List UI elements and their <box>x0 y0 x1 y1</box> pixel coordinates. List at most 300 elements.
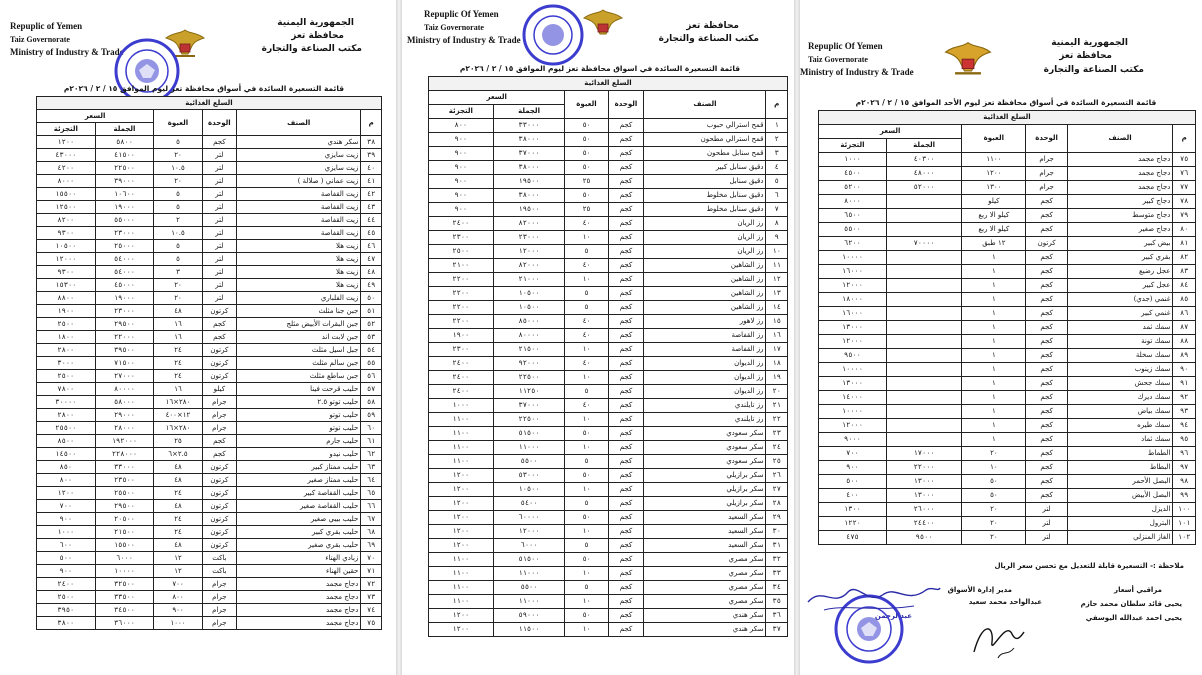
item-pack: كيلو الا ربع <box>962 223 1026 237</box>
item-name: حليب توتو <box>237 409 361 422</box>
item-name: زيت الفلباري <box>237 292 361 305</box>
official-stamp <box>520 2 586 68</box>
retail-price: ٩٠٠ <box>429 147 494 161</box>
row-number: ٧ <box>766 203 788 217</box>
table-row <box>37 513 382 526</box>
table-row <box>37 591 382 604</box>
wholesale-price: ٣٣٠٠٠ <box>493 119 565 133</box>
item-pack: ١٦ <box>154 331 202 344</box>
row-number: ١٢ <box>766 273 788 287</box>
item-unit: كجم <box>608 301 644 315</box>
row-number: ٥٥ <box>361 357 382 370</box>
item-name: رز الشاهين <box>644 273 766 287</box>
item-name: دجاج مجمد <box>1067 153 1173 167</box>
item-name: جبن ساطع مثلث <box>237 370 361 383</box>
table-row <box>819 335 1196 349</box>
item-unit: كجم <box>1026 461 1067 475</box>
item-unit: كجم <box>608 203 644 217</box>
section-title: السلع الغذائية <box>819 111 1196 125</box>
retail-price: ١٢٠٠ <box>429 623 494 637</box>
item-name: دقيق سنابل <box>644 175 766 189</box>
row-number: ١٦ <box>766 329 788 343</box>
item-name: زيت القفاصة <box>237 214 361 227</box>
item-name: رز الديوان <box>644 385 766 399</box>
header-ar-line-1: محافظة تعز <box>686 21 739 31</box>
row-number: ٣١ <box>766 539 788 553</box>
item-name: البصل الأحمر <box>1067 475 1173 489</box>
item-pack: ٢.٥×٦ <box>154 448 202 461</box>
retail-price: ٤٢٠٠ <box>37 162 96 175</box>
retail-price: ١٢٠٠٠ <box>37 253 96 266</box>
item-name: جبن جنا مثلث <box>237 305 361 318</box>
header-ar-line-2: مكتب الصناعة والتجارة <box>658 34 759 44</box>
item-name: دجاج متوسط <box>1067 209 1173 223</box>
retail-price: ٢٣٠٠ <box>429 343 494 357</box>
row-number: ٤٢ <box>361 188 382 201</box>
wholesale-price: ٣٨٠٠٠ <box>493 189 565 203</box>
retail-price: ١١٠٠ <box>429 595 494 609</box>
wholesale-price: ١١٠٠٠ <box>493 595 565 609</box>
inspector-name-1: يحيى قائد سلطان محمد حازم <box>1080 600 1182 608</box>
item-pack: ١٦ <box>154 318 202 331</box>
section-title: السلع الغذائية <box>429 77 788 91</box>
item-unit: كجم <box>1026 293 1067 307</box>
row-number: ٥٠ <box>361 292 382 305</box>
row-number: ١٣ <box>766 287 788 301</box>
wholesale-price <box>886 251 961 265</box>
item-name: الديزل <box>1067 503 1173 517</box>
table-row <box>429 147 788 161</box>
table-row <box>429 595 788 609</box>
item-pack: ٨٠٠ <box>154 591 202 604</box>
item-unit: كجم <box>1026 251 1067 265</box>
item-unit: كجم <box>608 245 644 259</box>
item-name: زيت هلا <box>237 240 361 253</box>
item-unit: لتر <box>202 162 237 175</box>
item-unit: جرام <box>1026 153 1067 167</box>
item-pack: ١ <box>962 251 1026 265</box>
row-number: ٧٦ <box>1173 167 1196 181</box>
retail-price: ٢٢٠٠ <box>429 287 494 301</box>
item-unit: كجم <box>1026 489 1067 503</box>
row-number: ١٨ <box>766 357 788 371</box>
table-row <box>429 161 788 175</box>
retail-price: ١٢٠٠ <box>37 136 96 149</box>
wholesale-price: ٥٤٠٠٠ <box>95 253 154 266</box>
item-unit: كجم <box>1026 209 1067 223</box>
header-en-line-3: Ministry of Industry & Trade <box>10 47 124 57</box>
item-name: زيت عماني ( صلالة ) <box>237 175 361 188</box>
item-name: سمك تونة <box>1067 335 1173 349</box>
item-pack: ١ <box>962 405 1026 419</box>
wholesale-price <box>886 405 961 419</box>
wholesale-price: ٢٧٠٠٠ <box>95 370 154 383</box>
row-number: ٣٧ <box>766 623 788 637</box>
retail-price: ١١٠٠ <box>429 567 494 581</box>
header-en-line-3: Ministry of Industry & Trade <box>800 67 914 77</box>
table-row <box>429 567 788 581</box>
wholesale-price: ٤١٥٠٠ <box>95 149 154 162</box>
item-name: حليب ممتاز صغير <box>237 474 361 487</box>
retail-price: ١٠٥٠٠ <box>37 240 96 253</box>
row-number: ٩٣ <box>1173 405 1196 419</box>
item-pack: ١٠ <box>565 343 608 357</box>
item-unit: لتر <box>202 175 237 188</box>
column-header-item: الصنف <box>1067 125 1173 153</box>
item-unit: كرتون <box>202 513 237 526</box>
item-name: الغاز المنزلي <box>1067 531 1173 545</box>
item-unit: باكت <box>202 565 237 578</box>
item-name: سكر برازيلي <box>644 483 766 497</box>
item-name: حقين الهناء <box>237 565 361 578</box>
retail-price: ١٩٠٠ <box>429 329 494 343</box>
wholesale-price: ١٠٦٠٠ <box>95 188 154 201</box>
retail-price: ٨٠٠ <box>37 474 96 487</box>
item-pack: ٢٠ <box>962 517 1026 531</box>
item-unit: كجم <box>608 497 644 511</box>
row-number: ٣٦ <box>766 609 788 623</box>
item-pack: ٢٠ <box>962 531 1026 545</box>
item-unit: لتر <box>202 149 237 162</box>
item-unit: كجم <box>608 133 644 147</box>
item-name: زيت هلا <box>237 279 361 292</box>
row-number: ٢ <box>766 133 788 147</box>
item-unit: كجم <box>608 553 644 567</box>
table-row <box>37 136 382 149</box>
header-en-line-2: Taiz Governorate <box>10 35 70 44</box>
item-name: سكر مصري <box>644 581 766 595</box>
item-unit: لتر <box>1026 531 1067 545</box>
item-pack: ٥٠ <box>565 469 608 483</box>
row-number: ٣ <box>766 147 788 161</box>
row-number: ٧٩ <box>1173 209 1196 223</box>
item-unit: كجم <box>1026 195 1067 209</box>
item-name: سمك طيره <box>1067 419 1173 433</box>
item-unit: كجم <box>608 455 644 469</box>
item-pack: ٢٤ <box>154 357 202 370</box>
table-row <box>37 448 382 461</box>
table-row <box>429 203 788 217</box>
retail-price: ٢٢٠٠ <box>429 273 494 287</box>
wholesale-price: ٢١٥٠٠ <box>95 526 154 539</box>
row-number: ٤٩ <box>361 279 382 292</box>
wholesale-price <box>886 279 961 293</box>
row-number: ٤٨ <box>361 266 382 279</box>
table-row <box>37 305 382 318</box>
item-pack: ٢٤ <box>154 513 202 526</box>
item-name: دقيق سنابل كبير <box>644 161 766 175</box>
table-row <box>37 253 382 266</box>
item-pack: ٤٠ <box>565 399 608 413</box>
item-name: سمك سخلة <box>1067 349 1173 363</box>
wholesale-price: ١٩٥٠٠ <box>493 203 565 217</box>
item-name: بيض كبير <box>1067 237 1173 251</box>
retail-price: ١٨٠٠٠ <box>819 293 887 307</box>
item-pack: ٥ <box>565 497 608 511</box>
item-pack: ٥ <box>154 201 202 214</box>
wholesale-price: ٢٢٥٠٠ <box>95 162 154 175</box>
wholesale-price: ٥١٥٠٠ <box>493 427 565 441</box>
row-number: ٦٧ <box>361 513 382 526</box>
item-unit: كجم <box>608 147 644 161</box>
header-ar-line-3: مكتب الصناعة والتجارة <box>1043 65 1144 75</box>
table-row <box>37 214 382 227</box>
item-pack: ٤٠ <box>565 259 608 273</box>
table-row <box>429 217 788 231</box>
retail-price: ٩٠٠ <box>37 565 96 578</box>
retail-price: ٢٥٠٠ <box>37 370 96 383</box>
header-en-line-1: Repuplic Of Yemen <box>808 41 883 51</box>
item-pack: ٤٨ <box>154 305 202 318</box>
retail-price: ١٢٥٠٠ <box>37 201 96 214</box>
item-pack: ١٠ <box>565 595 608 609</box>
item-name: دقيق سنابل مخلوط <box>644 203 766 217</box>
item-pack: ١ <box>962 293 1026 307</box>
wholesale-price <box>886 265 961 279</box>
table-row <box>37 266 382 279</box>
wholesale-price <box>886 209 961 223</box>
item-unit: جرام <box>202 617 237 630</box>
wholesale-price: ٣٨٠٠٠ <box>493 161 565 175</box>
row-number: ٧٢ <box>361 578 382 591</box>
table-row <box>429 525 788 539</box>
header-ar-line-1: الجمهورية اليمنية <box>1051 38 1128 48</box>
row-number: ٤ <box>766 161 788 175</box>
item-pack: ٢٠ <box>154 149 202 162</box>
item-pack: ٤٨ <box>154 500 202 513</box>
column-header-unit: الوحدة <box>202 110 237 136</box>
item-unit: جرام <box>202 422 237 435</box>
header-en-line-2: Taiz Governorate <box>424 23 484 32</box>
wholesale-price: ٦٠٠٠٠ <box>493 511 565 525</box>
item-unit: لتر <box>1026 517 1067 531</box>
item-pack: ٤٨ <box>154 539 202 552</box>
row-number: ٢٤ <box>766 441 788 455</box>
item-unit: كجم <box>1026 307 1067 321</box>
item-pack: ٢٠ <box>154 292 202 305</box>
table-row <box>429 371 788 385</box>
row-number: ١١ <box>766 259 788 273</box>
item-unit: كيلو <box>202 383 237 396</box>
wholesale-price: ٢١٥٠٠ <box>493 343 565 357</box>
retail-price: ١٢٠٠ <box>37 487 96 500</box>
table-row <box>819 391 1196 405</box>
item-pack: ١٠.٥ <box>154 162 202 175</box>
item-unit: كجم <box>608 119 644 133</box>
table-row <box>819 531 1196 545</box>
item-pack: ٤٠ <box>565 315 608 329</box>
item-name: سكر هندي <box>644 609 766 623</box>
wholesale-price: ٢٣٠٠٠ <box>493 231 565 245</box>
item-pack: ٢٠ <box>154 279 202 292</box>
table-row <box>37 552 382 565</box>
table-row <box>819 265 1196 279</box>
row-number: ١٠٢ <box>1173 531 1196 545</box>
row-number: ٦٦ <box>361 500 382 513</box>
table-row <box>819 181 1196 195</box>
retail-price: ٩٠٠ <box>429 133 494 147</box>
item-name: غنمي (جدي) <box>1067 293 1173 307</box>
table-row <box>37 162 382 175</box>
item-unit: كجم <box>608 623 644 637</box>
table-row <box>37 617 382 630</box>
row-number: ٧٥ <box>361 617 382 630</box>
wholesale-price <box>886 349 961 363</box>
table-row <box>429 189 788 203</box>
table-row <box>429 119 788 133</box>
wholesale-price: ٢٠٥٠٠ <box>95 513 154 526</box>
item-name: جبن سالم مثلث <box>237 357 361 370</box>
table-row <box>429 413 788 427</box>
item-name: سكر سعودي <box>644 427 766 441</box>
table-row <box>429 455 788 469</box>
wholesale-price <box>886 377 961 391</box>
item-name: سمك ثماد <box>1067 433 1173 447</box>
item-unit: جرام <box>202 578 237 591</box>
item-pack: ٥٠ <box>565 147 608 161</box>
director-label: مدير إدارة الأسواق <box>947 586 1012 594</box>
item-pack: ١٠ <box>565 525 608 539</box>
item-unit: كجم <box>608 371 644 385</box>
retail-price: ٣٠٠٠ <box>37 357 96 370</box>
item-name: رز الديوان <box>644 371 766 385</box>
row-number: ٢٠ <box>766 385 788 399</box>
retail-price: ١٢٠٠ <box>429 609 494 623</box>
row-number: ٣٨ <box>361 136 382 149</box>
table-row <box>429 175 788 189</box>
item-unit: لتر <box>1026 503 1067 517</box>
header-en-line-3: Ministry of Industry & Trade <box>407 35 521 45</box>
item-pack: ٤٠ <box>565 329 608 343</box>
table-row <box>37 344 382 357</box>
column-header-pack: العبوة <box>565 91 608 119</box>
retail-price: ١١٠٠ <box>429 413 494 427</box>
retail-price: ٩٠٠ <box>429 161 494 175</box>
item-name: زيت هلا <box>237 266 361 279</box>
retail-price: ١١٠٠ <box>429 427 494 441</box>
wholesale-price: ٩٢٠٠٠ <box>493 357 565 371</box>
row-number: ١٠ <box>766 245 788 259</box>
page-title: قائمة التسعيرة السائدة في أسواق محافظة تعز ليوم الموافق ١٥ / ٢ / ٢٠٢٦م <box>63 84 345 93</box>
wholesale-price: ٥٨٠٠٠ <box>95 396 154 409</box>
column-header-num: م <box>766 91 788 119</box>
row-number: ١٠١ <box>1173 517 1196 531</box>
retail-price: ٢٢٠٠ <box>429 301 494 315</box>
table-row <box>37 149 382 162</box>
table-row <box>429 273 788 287</box>
row-number: ٨٢ <box>1173 251 1196 265</box>
retail-price: ٧٠٠ <box>37 500 96 513</box>
table-row <box>819 153 1196 167</box>
price-list-page-2 <box>402 0 794 675</box>
table-row <box>37 318 382 331</box>
wholesale-price: ٥٥٠٠٠ <box>95 214 154 227</box>
wholesale-price: ٣٩٥٠٠ <box>95 344 154 357</box>
item-name: حليب جارم <box>237 435 361 448</box>
column-header-retail: التجزئة <box>819 139 887 153</box>
retail-price: ٢٥٠٠ <box>37 318 96 331</box>
item-unit: كرتون <box>202 487 237 500</box>
item-pack: ٥ <box>565 385 608 399</box>
table-row <box>819 475 1196 489</box>
wholesale-price: ٨٢٠٠٠ <box>493 259 565 273</box>
item-pack: ١ <box>962 265 1026 279</box>
retail-price: ٥٥٠٠ <box>819 223 887 237</box>
retail-price: ٤٥٠٠ <box>819 167 887 181</box>
row-number: ٢٦ <box>766 469 788 483</box>
retail-price: ١٢٠٠ <box>429 483 494 497</box>
column-header-retail: التجزئة <box>429 105 494 119</box>
retail-price: ٢٤٠٠ <box>429 217 494 231</box>
item-pack: ١ <box>962 335 1026 349</box>
wholesale-price <box>886 321 961 335</box>
item-pack: ١ <box>962 307 1026 321</box>
row-number: ٤٠ <box>361 162 382 175</box>
column-header-num: م <box>1173 125 1196 153</box>
retail-price: ١٢٠٠ <box>429 511 494 525</box>
row-number: ٦ <box>766 189 788 203</box>
item-pack: ٥ <box>565 287 608 301</box>
retail-price: ١٢٠٠ <box>429 539 494 553</box>
table-row <box>37 474 382 487</box>
item-name: سكر برازيلي <box>644 469 766 483</box>
item-unit: كجم <box>1026 363 1067 377</box>
wholesale-price: ١٠٥٠٠ <box>493 301 565 315</box>
wholesale-price: ٢٣٠٠٠ <box>95 227 154 240</box>
wholesale-price: ٩٥٠٠ <box>886 531 961 545</box>
item-name: زيت هلا <box>237 253 361 266</box>
item-unit: كجم <box>1026 349 1067 363</box>
table-row <box>429 231 788 245</box>
wholesale-price: ٣٧٠٠٠ <box>493 399 565 413</box>
item-name: البترول <box>1067 517 1173 531</box>
item-unit: كجم <box>608 217 644 231</box>
wholesale-price: ٥٣٠٠٠ <box>493 469 565 483</box>
item-unit: لتر <box>202 188 237 201</box>
wholesale-price: ٦٠٠٠ <box>95 552 154 565</box>
item-unit: كجم <box>608 175 644 189</box>
wholesale-price: ٣٦٠٠٠ <box>95 617 154 630</box>
table-row <box>37 292 382 305</box>
wholesale-price: ١٠٠٠٠ <box>95 565 154 578</box>
retail-price: ١٢٢٠ <box>819 517 887 531</box>
retail-price: ١٥٣٠٠ <box>37 279 96 292</box>
wholesale-price: ١١٢٥٠ <box>493 385 565 399</box>
item-pack: ٥ <box>154 188 202 201</box>
wholesale-price <box>886 391 961 405</box>
wholesale-price: ٥٨٠٠ <box>95 136 154 149</box>
retail-price: ١٠٠٠٠ <box>819 405 887 419</box>
retail-price: ٩٣٠٠ <box>37 266 96 279</box>
item-pack: ١١٠٠ <box>962 153 1026 167</box>
item-unit: كرتون <box>202 344 237 357</box>
table-row <box>819 209 1196 223</box>
row-number: ٢٨ <box>766 497 788 511</box>
table-row <box>819 405 1196 419</box>
wholesale-price: ٢٨٠٠٠ <box>95 422 154 435</box>
row-number: ٩٥ <box>1173 433 1196 447</box>
table-row <box>819 321 1196 335</box>
table-row <box>37 500 382 513</box>
item-name: رز القفاصة <box>644 329 766 343</box>
item-pack: ٢٥ <box>565 203 608 217</box>
wholesale-price: ٣٢٥٠٠ <box>95 578 154 591</box>
item-pack: ٥٠ <box>565 553 608 567</box>
item-pack: ١ <box>962 279 1026 293</box>
item-pack: ٢٥ <box>154 435 202 448</box>
table-row <box>37 396 382 409</box>
item-pack: ١٢ <box>154 565 202 578</box>
